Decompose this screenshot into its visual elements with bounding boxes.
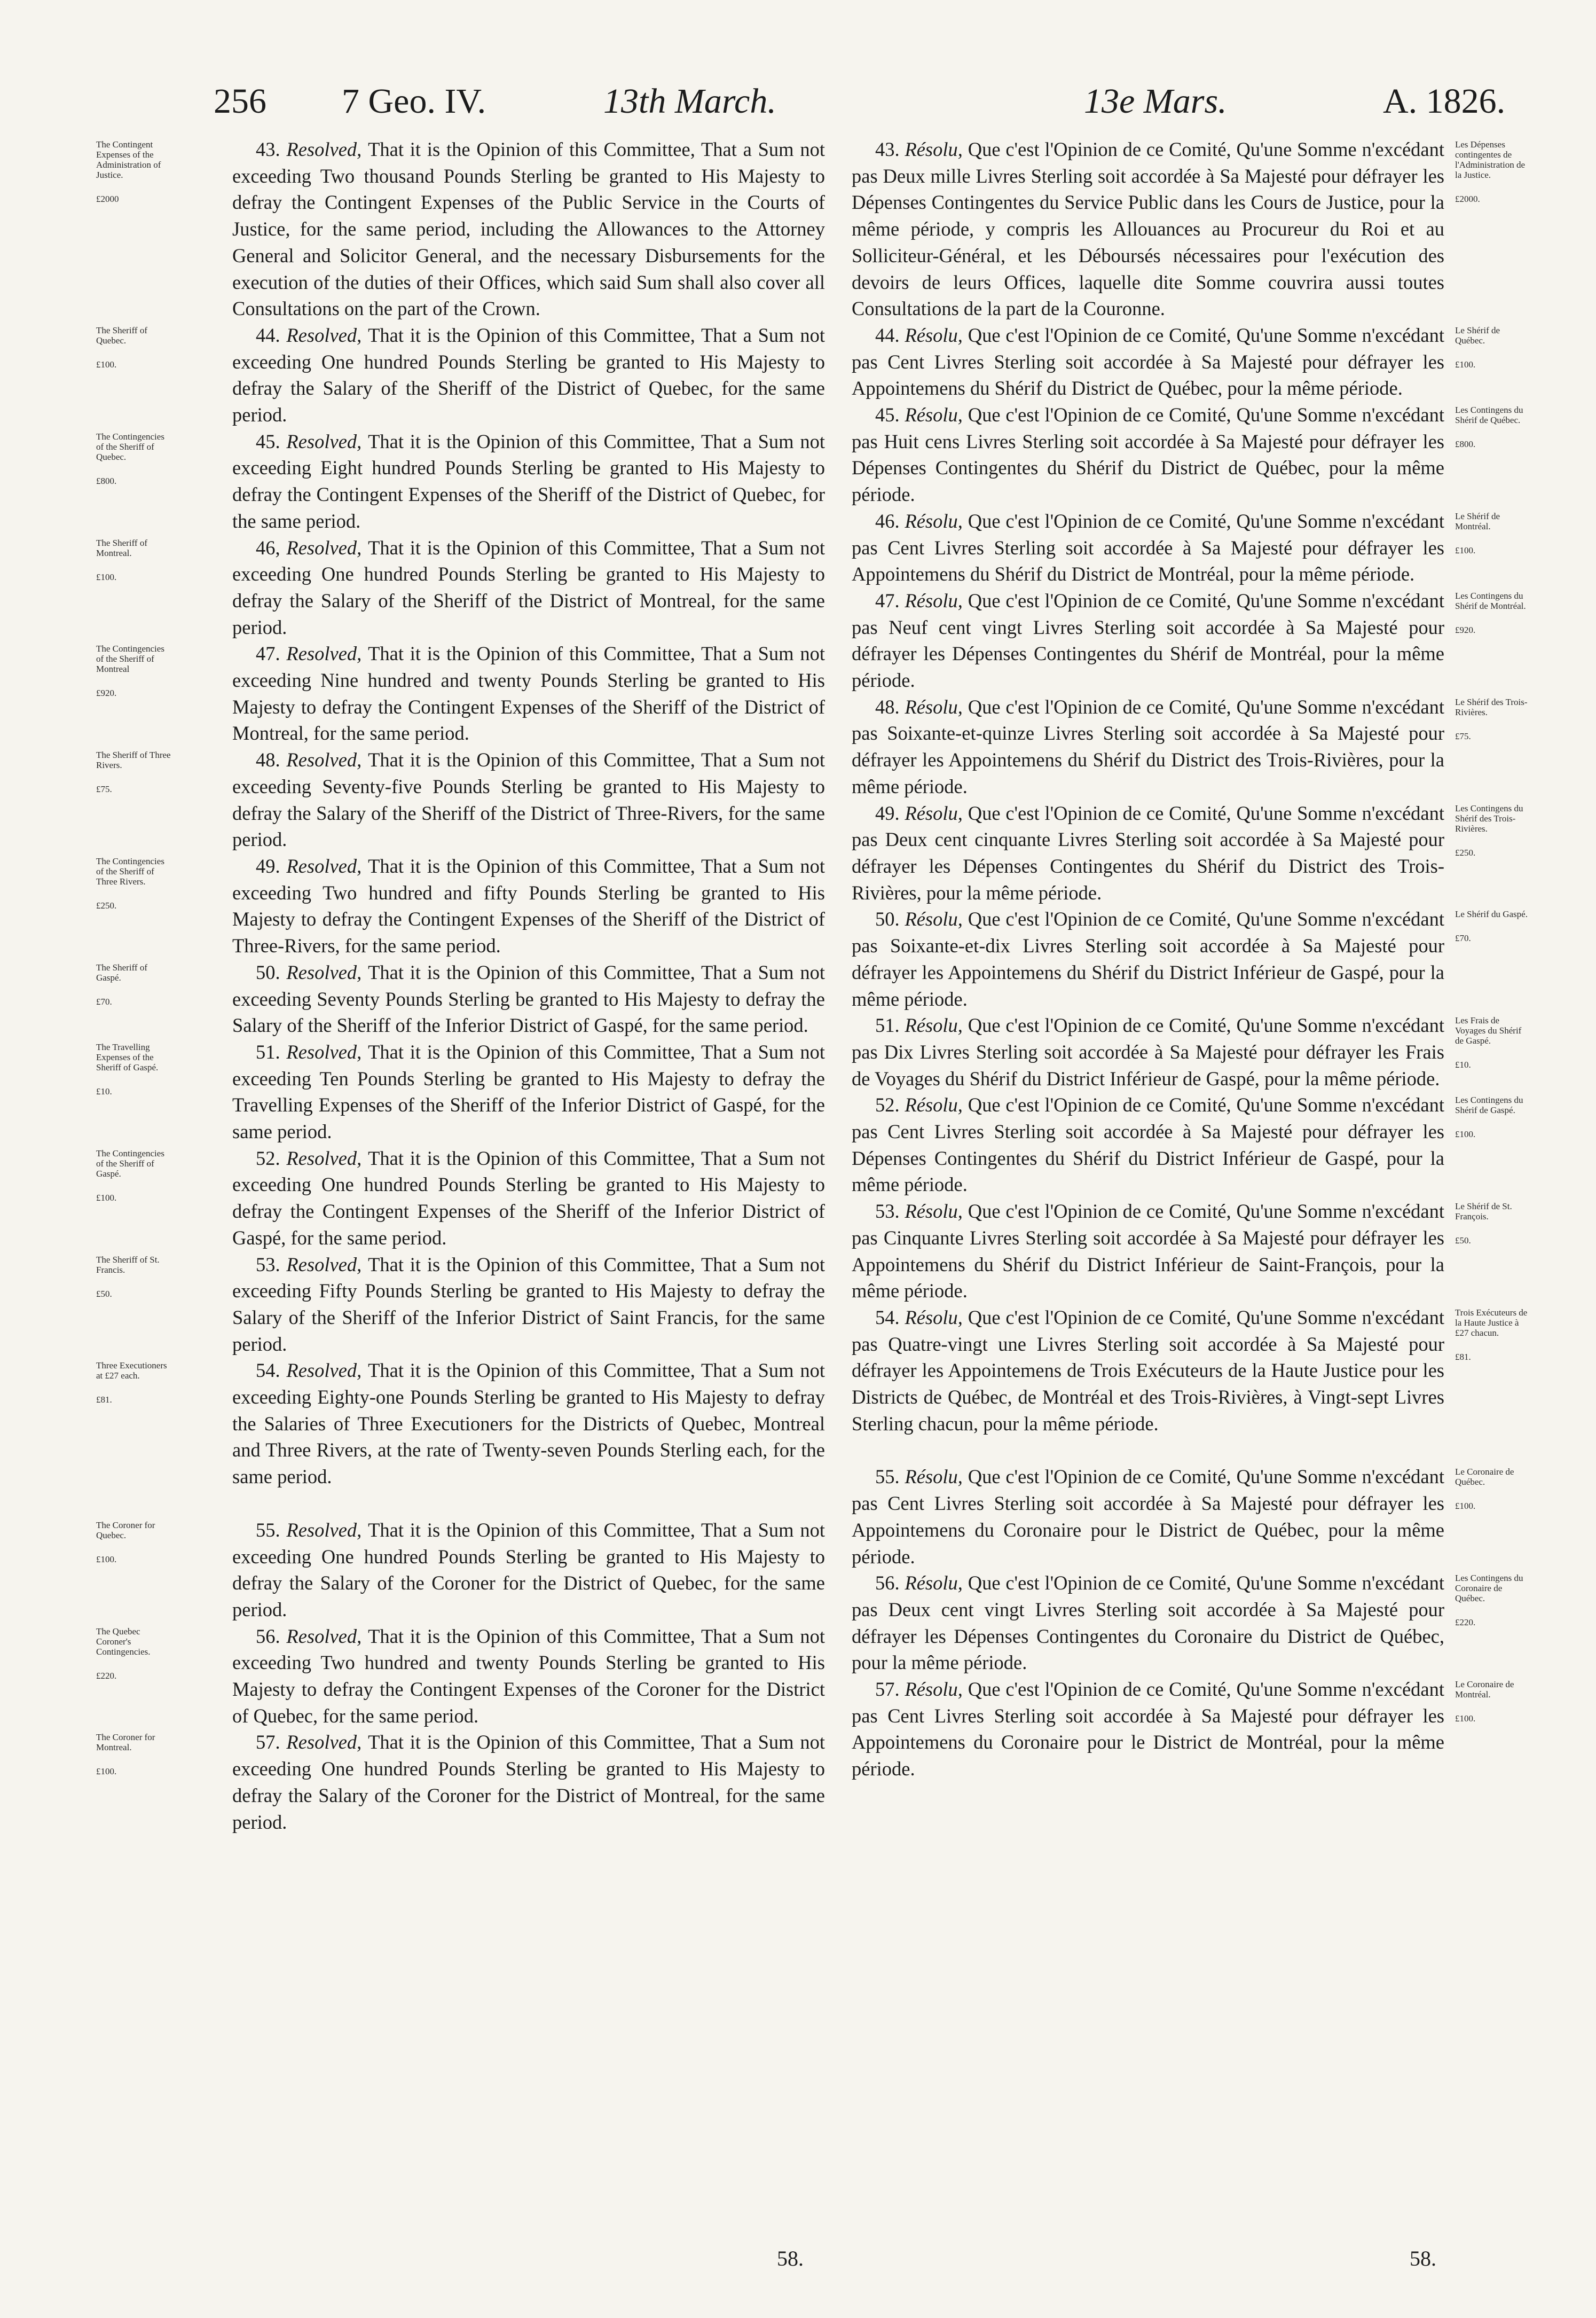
margin-note-amount: £100. xyxy=(1455,545,1476,555)
margin-note xyxy=(96,1732,171,1776)
resolution-text: That it is the Opinion of this Committee, That a Sum not exceeding One hundred Pounds Sterling be granted to His Majesty to defray the Salary of the Sheriff of the District of Quebec, for the same period. xyxy=(232,324,825,426)
margin-note xyxy=(1455,1201,1530,1246)
margin-note xyxy=(1455,1573,1530,1627)
resolution-text: Que c'est l'Opinion de ce Comité, Qu'une Somme n'excédant pas Soixante-et-dix Livres Sterling soit accordée à Sa Majesté pour défrayer les Appointemens du Shérif du District Inférieur de Gaspé, pour la même période. xyxy=(852,908,1445,1010)
french-resolution xyxy=(852,1092,1444,1198)
margin-note-amount: £100. xyxy=(96,571,117,582)
resolved-word: Resolved, xyxy=(286,643,368,665)
english-resolution xyxy=(232,428,825,535)
resolution-number: 44. xyxy=(875,324,905,346)
resolved-word: Resolved, xyxy=(286,536,368,559)
english-resolution xyxy=(232,535,825,641)
english-resolution xyxy=(232,640,825,747)
french-resolution xyxy=(852,1198,1444,1304)
margin-note-title: The Quebec Coroner's Contingencies. xyxy=(96,1626,151,1657)
resolution-text: That it is the Opinion of this Committee, That a Sum not exceeding Nine hundred and twenty Pounds Sterling be granted to His Majesty to defray the Contingent Expenses of the Sheriff of the District of Montreal, for the same period. xyxy=(232,643,825,745)
margin-note-title: The Contingencies of the Sheriff of Gaspé. xyxy=(96,1148,164,1179)
margin-note-title: The Sheriff of St. Francis. xyxy=(96,1254,160,1275)
resolution-number: 45. xyxy=(875,404,905,426)
resolved-word: Résolu, xyxy=(905,1014,968,1037)
margin-note-title: Les Contingens du Shérif des Trois-Rivières. xyxy=(1455,803,1523,834)
resolved-word: Resolved, xyxy=(286,324,368,346)
english-resolution xyxy=(232,1145,825,1251)
margin-note xyxy=(96,1148,171,1203)
margin-note-title: The Travelling Expenses of the Sheriff of Gaspé. xyxy=(96,1041,159,1072)
resolved-word: Résolu, xyxy=(905,802,968,824)
resolution-number: 47. xyxy=(256,643,287,665)
margin-note-amount: £250. xyxy=(96,900,117,911)
resolution-text: Que c'est l'Opinion de ce Comité, Qu'une Somme n'excédant pas Soixante-et-quinze Livres Sterling soit accordée à Sa Majesté pour défrayer les Appointemens du Shérif du District des Trois-Rivières, pour la même période. xyxy=(852,695,1445,797)
resolution-number: 48. xyxy=(875,695,905,718)
resolution-number: 53. xyxy=(256,1253,287,1275)
margin-note xyxy=(1455,803,1530,858)
resolved-word: Resolved, xyxy=(286,1040,368,1063)
margin-note xyxy=(1455,1095,1530,1139)
french-resolution xyxy=(852,906,1444,1012)
resolution-number: 43. xyxy=(256,138,287,160)
resolution-text: Que c'est l'Opinion de ce Comité, Qu'une Somme n'excédant pas Deux mille Livres Sterling soit accordée à Sa Majesté pour défrayer les Dépenses Contingentes du Service Public dans les Cours de Justice, pour la même période, y compris les Allouances au Procureur du Roi et au Solliciteur-Général, et les Déboursés nécessaires pour l'exécution des devoirs de leurs Offices, laquelle dite Somme couvrira aussi toutes Consultations de la part de la Couronne. xyxy=(852,138,1445,320)
resolution-text: That it is the Opinion of this Committee, That a Sum not exceeding Seventy Pounds Sterling be granted to His Majesty to defray the Salary of the Sheriff of the Inferior District of Gaspé, for the same period. xyxy=(232,961,825,1037)
margin-note-amount: £220. xyxy=(1455,1617,1476,1628)
resolved-word: Résolu, xyxy=(905,1572,968,1594)
resolution-text: Que c'est l'Opinion de ce Comité, Qu'une Somme n'excédant pas Quatre-vingt une Livres Sterling soit accordée à Sa Majesté pour défrayer les Appointemens de Trois Exécuteurs de la Haute Justice pour les Districts de Québec, de Montréal et des Trois-Rivières, à Vingt-sept Livres Sterling chacun, pour la même période. xyxy=(852,1306,1445,1435)
margin-note-title: The Contingencies of the Sheriff of Three Rivers. xyxy=(96,856,164,887)
resolved-word: Résolu, xyxy=(905,324,968,346)
margin-note-title: Les Contingens du Coronaire de Québec. xyxy=(1455,1573,1523,1604)
resolution-text: Que c'est l'Opinion de ce Comité, Qu'une Somme n'excédant pas Cinquante Livres Sterling soit accordée à Sa Majesté pour défrayer les Appointemens du Shérif du District Inférieur de Saint-François, pour la même période. xyxy=(852,1200,1445,1302)
french-column xyxy=(852,136,1444,1782)
english-column xyxy=(232,136,825,1835)
signature-mark-left: 58. xyxy=(777,2246,804,2270)
resolution-text: That it is the Opinion of this Committee, That a Sum not exceeding One hundred Pounds Sterling be granted to His Majesty to defray the Salary of the Coroner for the District of Montreal, for the same period. xyxy=(232,1731,825,1833)
margin-note xyxy=(1455,1307,1530,1362)
margin-note-title: Three Executioners at £27 each. xyxy=(96,1360,167,1381)
french-resolution xyxy=(852,1463,1444,1570)
margin-note-amount: £100. xyxy=(1455,1713,1476,1724)
margin-note-title: The Coroner for Quebec. xyxy=(96,1520,155,1540)
resolution-number: 45. xyxy=(256,430,287,452)
margin-note-title: The Coroner for Montreal. xyxy=(96,1732,155,1753)
margin-note-amount: £75. xyxy=(96,784,112,795)
margin-note xyxy=(96,856,171,911)
margin-note xyxy=(1455,1467,1530,1511)
margin-note-amount: £81. xyxy=(1455,1351,1471,1362)
margin-note xyxy=(96,432,171,486)
french-resolution xyxy=(852,694,1444,800)
margin-note xyxy=(96,962,171,1007)
margin-note-amount: £800. xyxy=(96,475,117,486)
resolution-text: That it is the Opinion of this Committee, That a Sum not exceeding Eighty-one Pounds Sterling be granted to His Majesty to defray the Salaries of Three Executioners for the Districts of Quebec, Montreal and Three Rivers, at the rate of Twenty-seven Pounds Sterling each, for the same period. xyxy=(232,1359,825,1488)
margin-note xyxy=(96,538,171,582)
margin-note xyxy=(96,644,171,698)
resolution-text: Que c'est l'Opinion de ce Comité, Qu'une Somme n'excédant pas Huit cens Livres Sterling soit accordée à Sa Majesté pour défrayer les Dépenses Contingentes du Shérif du District de Québec, pour la même période. xyxy=(852,404,1445,506)
margin-note-title: Trois Exécuteurs de la Haute Justice à £27 chacun. xyxy=(1455,1307,1528,1338)
margin-note-amount: £75. xyxy=(1455,731,1471,741)
resolution-text: That it is the Opinion of this Committee, That a Sum not exceeding Ten Pounds Sterling be granted to His Majesty to defray the Travelling Expenses of the Sheriff of the Inferior District of Gaspé, for the same period. xyxy=(232,1040,825,1143)
margin-note-amount: £50. xyxy=(96,1288,112,1299)
margin-note-amount: £2000. xyxy=(1455,194,1480,204)
margin-note xyxy=(1455,1679,1530,1724)
margin-note-amount: £800. xyxy=(1455,439,1476,450)
resolved-word: Resolved, xyxy=(286,1731,368,1753)
resolution-number: 50. xyxy=(256,961,287,983)
paragraph-gap xyxy=(232,1490,825,1517)
margin-note-title: The Sheriff of Montreal. xyxy=(96,537,147,558)
margin-note-title: The Contingencies of the Sheriff of Quebec. xyxy=(96,431,164,462)
resolution-text: Que c'est l'Opinion de ce Comité, Qu'une Somme n'excédant pas Dix Livres Sterling soit accordée à Sa Majesté pour défrayer les Frais de Voyages du Shérif du District Inférieur de Gaspé, pour la même période. xyxy=(852,1014,1445,1090)
margin-note-amount: £70. xyxy=(96,996,112,1007)
margin-note-amount: £100. xyxy=(96,359,117,370)
margin-note-title: Le Coronaire de Québec. xyxy=(1455,1467,1514,1487)
english-resolution xyxy=(232,1357,825,1490)
margin-note-title: The Sheriff of Quebec. xyxy=(96,325,147,346)
resolution-number: 54. xyxy=(256,1359,287,1382)
french-resolution xyxy=(852,800,1444,906)
margin-note-title: Les Contingens du Shérif de Québec. xyxy=(1455,405,1523,426)
resolved-word: Resolved, xyxy=(286,1625,368,1647)
margin-note xyxy=(96,1042,171,1097)
margin-note xyxy=(96,1626,171,1681)
margin-note xyxy=(1455,909,1530,943)
french-resolution xyxy=(852,508,1444,588)
margin-note-title: Les Dépenses contingentes de l'Administration de la Justice. xyxy=(1455,139,1526,180)
resolution-number: 51. xyxy=(875,1014,905,1037)
french-resolution xyxy=(852,136,1444,322)
margin-note xyxy=(1455,697,1530,741)
margin-note-amount: £81. xyxy=(96,1395,112,1405)
resolution-text: Que c'est l'Opinion de ce Comité, Qu'une Somme n'excédant pas Deux cent cinquante Livres Sterling soit accordée à Sa Majesté pour défrayer les Dépenses Contingentes du Shérif du District des Trois-Rivières, pour la même période. xyxy=(852,802,1445,904)
french-resolution xyxy=(852,1676,1444,1782)
french-resolution xyxy=(852,322,1444,402)
margin-note-title: Les Contingens du Shérif de Gaspé. xyxy=(1455,1095,1523,1116)
resolution-number: 46, xyxy=(256,536,287,559)
resolution-number: 49. xyxy=(875,802,905,824)
margin-note xyxy=(96,1520,171,1564)
margin-note-title: The Sheriff of Three Rivers. xyxy=(96,750,171,771)
margin-note-amount: £250. xyxy=(1455,847,1476,858)
margin-note-amount: £70. xyxy=(1455,933,1471,944)
margin-note-amount: £10. xyxy=(1455,1060,1471,1070)
resolved-word: Resolved, xyxy=(286,138,368,160)
resolved-word: Résolu, xyxy=(905,510,968,532)
margin-note xyxy=(96,750,171,794)
margin-note-amount: £100. xyxy=(96,1766,117,1777)
resolution-text: That it is the Opinion of this Committee, That a Sum not exceeding Two hundred and twenty Pounds Sterling be granted to His Majesty to defray the Contingent Expenses of the Coroner for the District of Quebec, for the same period. xyxy=(232,1625,825,1727)
resolution-number: 52. xyxy=(256,1147,287,1169)
margin-note xyxy=(96,325,171,370)
english-resolution xyxy=(232,1039,825,1145)
resolved-word: Résolu, xyxy=(905,138,968,160)
resolved-word: Resolved, xyxy=(286,1518,368,1541)
margin-note xyxy=(96,1360,171,1405)
margin-note-amount: £10. xyxy=(96,1086,112,1097)
resolved-word: Resolved, xyxy=(286,961,368,983)
resolution-text: Que c'est l'Opinion de ce Comité, Qu'une Somme n'excédant pas Cent Livres Sterling soit accordée à Sa Majesté pour défrayer les Appointemens du Shérif du District de Montréal, pour la même période. xyxy=(852,510,1445,585)
resolution-text: Que c'est l'Opinion de ce Comité, Qu'une Somme n'excédant pas Cent Livres Sterling soit accordée à Sa Majesté pour défrayer les Dépenses Contingentes du Shérif du District Inférieur de Gaspé, pour la même période. xyxy=(852,1094,1445,1196)
resolved-word: Résolu, xyxy=(905,1200,968,1223)
resolution-text: That it is the Opinion of this Committee, That a Sum not exceeding Fifty Pounds Sterling be granted to His Majesty to defray the Salary of the Sheriff of the Inferior District of Saint Francis, for the same period. xyxy=(232,1253,825,1355)
french-resolution xyxy=(852,1012,1444,1092)
english-resolution xyxy=(232,1517,825,1623)
resolved-word: Resolved, xyxy=(286,430,368,452)
margin-note-title: Les Contingens du Shérif de Montréal. xyxy=(1455,590,1526,611)
margin-note-title: Le Coronaire de Montréal. xyxy=(1455,1679,1514,1700)
resolved-word: Résolu, xyxy=(905,404,968,426)
english-resolution xyxy=(232,1251,825,1358)
margin-note-title: Le Shérif des Trois-Rivières. xyxy=(1455,696,1528,717)
margin-note-title: Le Shérif de Montréal. xyxy=(1455,511,1500,531)
resolved-word: Résolu, xyxy=(905,1678,968,1701)
resolution-text: Que c'est l'Opinion de ce Comité, Qu'une Somme n'excédant pas Cent Livres Sterling soit accordée à Sa Majesté pour défrayer les Appointemens du Coronaire pour le District de Québec, pour la même période. xyxy=(852,1466,1445,1568)
resolution-number: 57. xyxy=(256,1731,287,1753)
resolution-number: 44. xyxy=(256,324,287,346)
margin-note-amount: £920. xyxy=(1455,624,1476,635)
resolved-word: Resolved, xyxy=(286,749,368,771)
margin-note-title: Le Shérif du Gaspé. xyxy=(1455,909,1528,920)
resolved-word: Résolu, xyxy=(905,695,968,718)
date-english: 13th March. xyxy=(603,82,776,121)
margin-note-amount: £100. xyxy=(96,1554,117,1564)
resolved-word: Résolu, xyxy=(905,1094,968,1116)
french-resolution xyxy=(852,402,1444,508)
margin-note-amount: £100. xyxy=(1455,1501,1476,1512)
english-resolution xyxy=(232,747,825,853)
resolution-number: 54. xyxy=(875,1306,905,1328)
resolution-text: That it is the Opinion of this Committee, That a Sum not exceeding One hundred Pounds Sterling be granted to His Majesty to defray the Salary of the Sheriff of the District of Montreal, for the same period. xyxy=(232,536,825,638)
margin-note-title: Le Shérif de St. François. xyxy=(1455,1201,1512,1222)
english-resolution xyxy=(232,1623,825,1729)
margin-note xyxy=(1455,1015,1530,1070)
margin-note-title: The Contingent Expenses of the Administration of Justice. xyxy=(96,139,161,180)
signature-mark-right: 58. xyxy=(1410,2246,1436,2270)
margin-note-amount: £220. xyxy=(96,1670,117,1681)
resolution-text: Que c'est l'Opinion de ce Comité, Qu'une Somme n'excédant pas Cent Livres Sterling soit accordée à Sa Majesté pour défrayer les Appointemens du Shérif du District de Québec, pour la même période. xyxy=(852,324,1445,400)
resolved-word: Resolved, xyxy=(286,1253,368,1275)
resolution-number: 49. xyxy=(256,855,287,877)
resolution-number: 46. xyxy=(875,510,905,532)
french-resolution xyxy=(852,1570,1444,1676)
page-number: 256 xyxy=(214,82,266,121)
margin-note-amount: £2000 xyxy=(96,194,119,204)
margin-note-amount: £920. xyxy=(96,688,117,699)
running-header xyxy=(0,80,1596,139)
margin-note-title: The Contingencies of the Sheriff of Montreal xyxy=(96,644,164,675)
resolution-text: That it is the Opinion of this Committee, That a Sum not exceeding Two hundred and fifty Pounds Sterling be granted to His Majesty to defray the Contingent Expenses of the Sheriff of the District of Three-Rivers, for the same period. xyxy=(232,855,825,957)
margin-note-title: Le Shérif de Québec. xyxy=(1455,325,1500,346)
resolution-text: That it is the Opinion of this Committee, That a Sum not exceeding One hundred Pounds Sterling be granted to His Majesty to defray the Contingent Expenses of the Sheriff of the Inferior District of Gaspé, for the same period. xyxy=(232,1147,825,1249)
margin-note-title: The Sheriff of Gaspé. xyxy=(96,962,147,983)
resolution-number: 48. xyxy=(256,749,287,771)
resolved-word: Resolved, xyxy=(286,855,368,877)
resolution-text: That it is the Opinion of this Committee, That a Sum not exceeding Two thousand Pounds Sterling be granted to His Majesty to defray the Contingent Expenses of the Public Service in the Courts of Justice, for the same period, including the Allowances to the Attorney General and Solicitor General, and the necessary Disbursements for the execution of the duties of their Offices, which said Sum shall also cover all Consultations on the part of the Crown. xyxy=(232,138,825,320)
resolution-text: Que c'est l'Opinion de ce Comité, Qu'une Somme n'excédant pas Cent Livres Sterling soit accordée à Sa Majesté pour défrayer les Appointemens du Coronaire pour le District de Montréal, pour la même période. xyxy=(852,1678,1445,1780)
margin-note xyxy=(1455,591,1530,635)
french-resolution xyxy=(852,588,1444,694)
resolved-word: Résolu, xyxy=(905,1306,968,1328)
resolution-number: 55. xyxy=(875,1466,905,1488)
resolution-number: 53. xyxy=(875,1200,905,1223)
paragraph-gap xyxy=(852,1437,1444,1463)
resolution-number: 56. xyxy=(256,1625,287,1647)
resolved-word: Résolu, xyxy=(905,908,968,930)
resolution-text: That it is the Opinion of this Committee, That a Sum not exceeding Seventy-five Pounds Sterling be granted to His Majesty to defray the Salary of the Sheriff of the District of Three-Rivers, for the same period. xyxy=(232,749,825,851)
english-resolution xyxy=(232,322,825,428)
margin-note-amount: £100. xyxy=(1455,359,1476,370)
english-resolution xyxy=(232,959,825,1039)
resolution-number: 50. xyxy=(875,908,905,930)
margin-note xyxy=(1455,405,1530,449)
resolution-number: 57. xyxy=(875,1678,905,1701)
french-resolution xyxy=(852,1304,1444,1437)
date-french: 13e Mars. xyxy=(1084,82,1227,121)
resolution-number: 51. xyxy=(256,1040,287,1063)
resolved-word: Résolu, xyxy=(905,1466,968,1488)
resolution-text: Que c'est l'Opinion de ce Comité, Qu'une Somme n'excédant pas Neuf cent vingt Livres Sterling soit accordée à Sa Majesté pour défrayer les Dépenses Contingentes du Shérif de Montréal, pour la même période. xyxy=(852,589,1445,692)
regnal-year: 7 Geo. IV. xyxy=(342,82,486,121)
resolution-number: 55. xyxy=(256,1518,287,1541)
margin-note xyxy=(1455,325,1530,370)
year-label: A. 1826. xyxy=(1383,82,1506,121)
margin-note xyxy=(96,1255,171,1299)
resolved-word: Résolu, xyxy=(905,589,968,612)
margin-note xyxy=(1455,511,1530,555)
english-resolution xyxy=(232,1729,825,1835)
resolution-text: That it is the Opinion of this Committee, That a Sum not exceeding One hundred Pounds Sterling be granted to His Majesty to defray the Salary of the Coroner for the District of Quebec, for the same period. xyxy=(232,1518,825,1620)
resolution-number: 52. xyxy=(875,1094,905,1116)
english-resolution xyxy=(232,136,825,322)
margin-note xyxy=(96,139,171,204)
resolution-number: 47. xyxy=(875,589,905,612)
resolved-word: Resolved, xyxy=(286,1147,368,1169)
resolution-text: Que c'est l'Opinion de ce Comité, Qu'une Somme n'excédant pas Deux cent vingt Livres Sterling soit accordée à Sa Majesté pour défrayer les Dépenses Contingentes du Coronaire du District de Québec, pour la même période. xyxy=(852,1572,1445,1674)
margin-note-title: Les Frais de Voyages du Shérif de Gaspé. xyxy=(1455,1015,1522,1046)
margin-note-amount: £50. xyxy=(1455,1235,1471,1246)
resolution-number: 56. xyxy=(875,1572,905,1594)
english-resolution xyxy=(232,853,825,959)
resolution-text: That it is the Opinion of this Committee, That a Sum not exceeding Eight hundred Pounds Sterling be granted to His Majesty to defray the Contingent Expenses of the Sheriff of the District of Quebec, for the same period. xyxy=(232,430,825,532)
resolution-number: 43. xyxy=(875,138,905,160)
resolved-word: Resolved, xyxy=(286,1359,368,1382)
margin-note-amount: £100. xyxy=(1455,1129,1476,1140)
margin-note xyxy=(1455,139,1530,204)
margin-note-amount: £100. xyxy=(96,1192,117,1203)
